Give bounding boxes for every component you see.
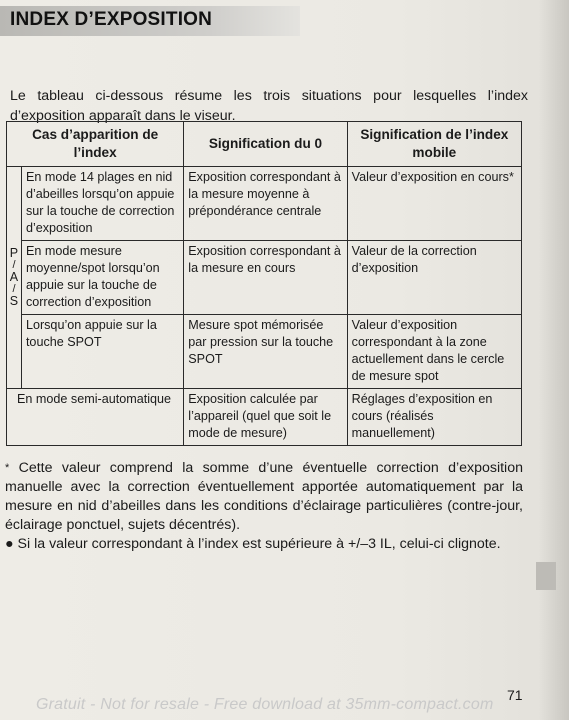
pas-separator: / <box>12 283 16 295</box>
bullet-text: Si la valeur correspondant à l’index est supérieure à +/–3 IL, celui-ci clignote. <box>17 536 501 552</box>
page-number: 71 <box>507 687 523 703</box>
header-index-mobile: Signification de l’index mobile <box>347 122 521 167</box>
pas-letter: P <box>9 246 19 260</box>
cell-cas: En mode 14 plages en nid d’abeilles lorsqu’on appuie sur la touche de correction d’exposition <box>21 167 183 241</box>
cell-signification-0: Exposition calculée par l’appareil (quel que soit le mode de mesure) <box>184 389 347 446</box>
cell-index-mobile: Valeur d’exposition correspondant à la zone actuellement dans le cercle de mesure spot <box>347 315 521 389</box>
bullet-note <box>5 535 523 554</box>
intro-paragraph: Le tableau ci-dessous résume les trois situations pour lesquelles l’index d’exposition apparaît dans le viseur. <box>10 88 528 125</box>
footnote-text: Cette valeur comprend la somme d’une éventuelle correction d’exposition manuelle avec la correction éventuellement apportée automatiquement par la mesure en nid d’abeilles dans les conditions d’éclairage particulières (contre-jour, éclairage ponctuel, sujets décentrés). <box>5 460 523 533</box>
cell-signification-0: Mesure spot mémorisée par pression sur la touche SPOT <box>184 315 347 389</box>
cell-signification-0: Exposition correspondant à la mesure moyenne à prépondérance centrale <box>184 167 347 241</box>
table-row <box>7 167 522 241</box>
footnote <box>5 459 523 535</box>
exposure-index-table <box>6 121 522 446</box>
cell-signification-0: Exposition correspondant à la mesure en cours <box>184 241 347 315</box>
pas-mode-label <box>7 167 22 389</box>
pas-letter: A <box>9 270 19 284</box>
pas-letter: S <box>9 294 19 308</box>
table-header-row <box>7 122 522 167</box>
table-row <box>7 241 522 315</box>
header-signification-0: Signification du 0 <box>184 122 347 167</box>
table-row <box>7 389 522 446</box>
page-title: INDEX D’EXPOSITION <box>10 9 213 30</box>
cell-cas: En mode semi-automatique <box>7 389 184 446</box>
notes <box>5 459 523 554</box>
table-row <box>7 315 522 389</box>
cell-index-mobile: Valeur de la correction d’exposition <box>347 241 521 315</box>
cell-index-mobile: Réglages d’exposition en cours (réalisés manuellement) <box>347 389 521 446</box>
cell-index-mobile: Valeur d’exposition en cours* <box>347 167 521 241</box>
footnote-asterisk: * <box>5 462 10 474</box>
page-edge-shadow <box>539 0 569 720</box>
thumb-index-tab <box>536 562 556 590</box>
cell-cas: Lorsqu’on appuie sur la touche SPOT <box>21 315 183 389</box>
cell-cas: En mode mesure moyenne/spot lorsqu’on appuie sur la touche de correction d’exposition <box>21 241 183 315</box>
pas-separator: / <box>12 259 16 271</box>
watermark: Gratuit - Not for resale - Free download at 35mm-compact.com <box>36 696 494 713</box>
header-cas: Cas d’apparition de l’index <box>7 122 184 167</box>
bullet-icon: ● <box>5 536 14 552</box>
